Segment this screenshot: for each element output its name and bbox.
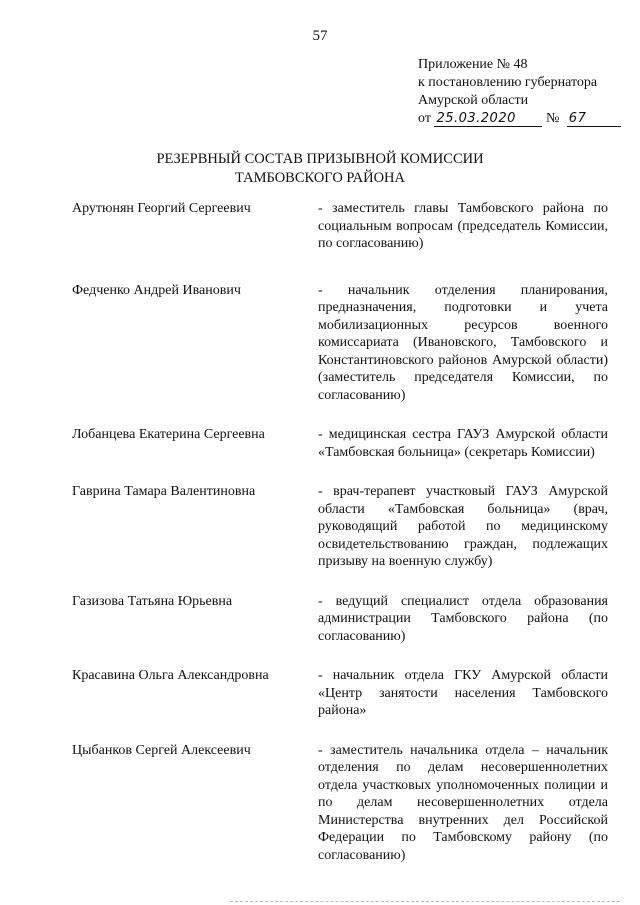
member-role: - начальник отдела ГКУ Амурской области «Центр занятости населения Тамбовского района» <box>318 668 608 718</box>
member-row <box>72 426 612 461</box>
appendix-line: Амурской области <box>418 93 529 108</box>
member-row <box>72 200 612 253</box>
member-name: Гаврина Тамара Валентиновна <box>72 484 256 499</box>
member-role: - врач-терапевт участковый ГАУЗ Амурской области «Тамбовская больница» (врач, руководящий работой по медицинскому освидетельствованию граждан, подлежащих призыву на военную службу) <box>318 484 608 569</box>
member-row <box>72 742 612 865</box>
member-role: - начальник отделения планирования, предназначения, подготовки и учета мобилизационных ресурсов военного комиссариата (Ивановского, Тамбовского и Константиновского районов Амурской области) (заместитель председателя Комиссии, по согласованию) <box>318 282 608 403</box>
handwritten-date: 25.03.2020 <box>434 112 542 127</box>
handwritten-number: 67 <box>567 112 621 127</box>
member-name: Арутюнян Георгий Сергеевич <box>72 201 251 216</box>
member-row <box>72 282 612 405</box>
member-name: Газизова Татьяна Юрьевна <box>72 593 233 609</box>
footer-divider <box>230 901 620 902</box>
member-row <box>72 483 612 571</box>
member-role: - медицинская сестра ГАУЗ Амурской области «Тамбовская больница» (секретарь Комиссии) <box>318 427 608 460</box>
number-sign: № <box>545 111 560 126</box>
member-row <box>72 593 612 646</box>
members-list <box>72 200 612 864</box>
title-line: ТАМБОВСКОГО РАЙОНА <box>234 170 405 186</box>
member-name: Красавина Ольга Александровна <box>72 668 269 683</box>
member-name: Федченко Андрей Иванович <box>72 282 241 298</box>
appendix-date-line <box>418 110 621 128</box>
title-line: РЕЗЕРВНЫЙ СОСТАВ ПРИЗЫВНОЙ КОМИССИИ <box>156 151 484 167</box>
appendix-line: к постановлению губернатора <box>418 75 598 90</box>
member-role: - заместитель начальника отдела – начальник отделения по делам несовершеннолетних отдела участковых уполномоченных полиции и по делам несовершеннолетних отдела Министерства внутренних дел Российской Федерации по Тамбовскому району (по согласованию) <box>318 742 608 863</box>
date-prefix: от <box>418 111 431 126</box>
document-title <box>0 150 640 188</box>
appendix-line: Приложение № 48 <box>418 57 528 72</box>
member-role: - ведущий специалист отдела образования администрации Тамбовского района (по согласованию) <box>318 593 608 644</box>
member-row <box>72 667 612 720</box>
member-name: Цыбанков Сергей Алексеевич <box>72 742 251 758</box>
appendix-block <box>418 56 621 128</box>
member-name: Лобанцева Екатерина Сергеевна <box>72 427 265 442</box>
member-role: - заместитель главы Тамбовского района по социальным вопросам (председатель Комиссии, по согласованию) <box>318 201 608 251</box>
page-number: 57 <box>312 28 328 44</box>
